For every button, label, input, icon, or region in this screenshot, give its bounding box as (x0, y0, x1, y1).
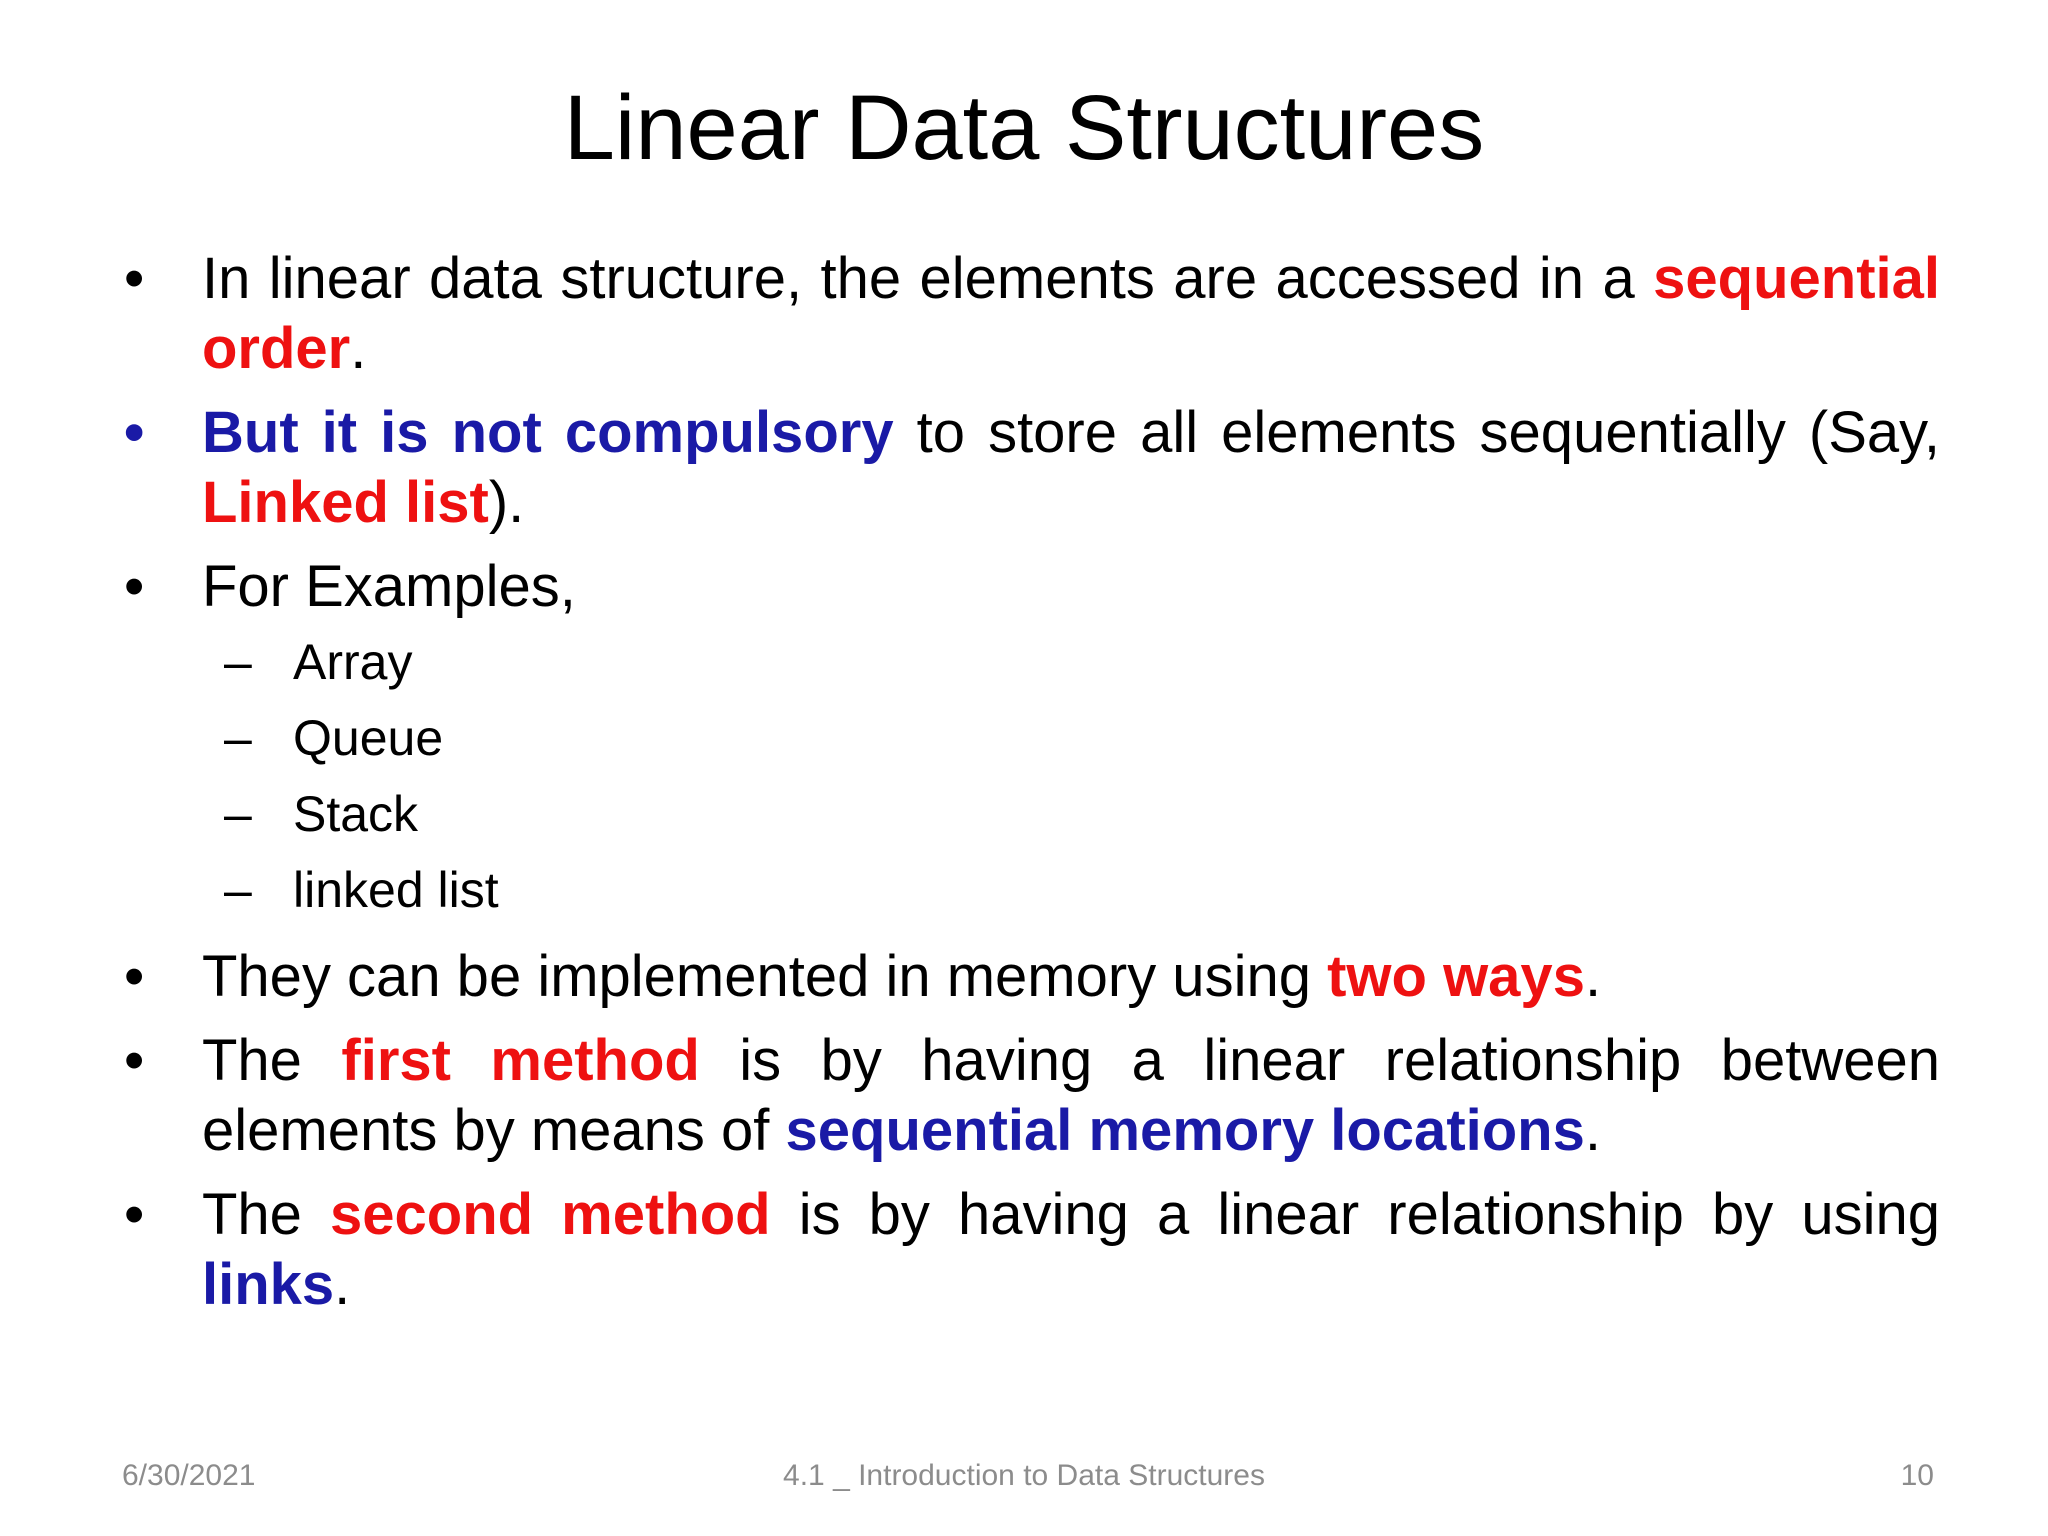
dash-icon: – (224, 710, 252, 766)
bullet-text: They can be implemented in memory using (202, 944, 1328, 1009)
list-item (120, 776, 1940, 852)
bullet-text: ). (488, 470, 525, 535)
example-linked-list: linked list (293, 862, 499, 918)
highlight-sequential-memory: sequential memory locations (785, 1098, 1585, 1163)
bullet-dot-icon: • (124, 554, 145, 619)
bullet-dot-icon: • (124, 246, 145, 311)
bullet-text: to store all elements sequentially (Say, (893, 400, 1940, 465)
highlight-linked-list: Linked list (202, 470, 489, 535)
highlight-links: links (202, 1252, 335, 1317)
bullet-sequential-access (120, 244, 1940, 384)
list-item (120, 852, 1940, 928)
example-stack: Stack (293, 786, 419, 842)
bullet-text: . (1584, 944, 1602, 1009)
list-item (120, 700, 1940, 776)
list-item (120, 624, 1940, 700)
bullet-text: . (350, 316, 367, 381)
bullet-dot-icon: • (124, 400, 145, 465)
bullet-text: is by having a linear relationship by using (770, 1182, 1940, 1247)
example-queue: Queue (293, 710, 444, 766)
bullet-two-ways (120, 942, 1940, 1012)
bullet-examples (120, 552, 1940, 622)
footer-date: 6/30/2021 (122, 1459, 256, 1492)
footer-page-number: 10 (1900, 1459, 1934, 1492)
bullet-dot-icon: • (124, 1028, 145, 1093)
highlight-second-method: second method (330, 1182, 771, 1247)
bullet-dot-icon: • (124, 1182, 145, 1247)
bullet-not-compulsory (120, 398, 1940, 538)
bullet-second-method (120, 1180, 1940, 1320)
bullet-text: The (202, 1028, 342, 1093)
highlight-sequential-order: sequential order (202, 246, 1940, 381)
slide-content (120, 244, 1940, 1334)
dash-icon: – (224, 786, 252, 842)
bullet-text: is by having a linear relationship between elements by means of (202, 1028, 1940, 1163)
dash-icon: – (224, 634, 252, 690)
bullet-text: . (1584, 1098, 1601, 1163)
bullet-dot-icon: • (124, 944, 145, 1009)
bullet-first-method (120, 1026, 1940, 1166)
highlight-first-method: first method (341, 1028, 700, 1093)
examples-list (120, 624, 1940, 928)
highlight-not-compulsory: But it is not compulsory (202, 400, 894, 465)
slide-title: Linear Data Structures (563, 77, 1485, 179)
bullet-text: . (334, 1252, 351, 1317)
example-array: Array (293, 634, 413, 690)
bullet-text: In linear data structure, the elements are accessed in a (202, 246, 1654, 311)
footer-title: 4.1 _ Introduction to Data Structures (783, 1459, 1265, 1492)
bullet-text: For Examples, (202, 554, 576, 619)
bullet-text: The (202, 1182, 331, 1247)
highlight-two-ways: two ways (1327, 944, 1585, 1009)
dash-icon: – (224, 862, 252, 918)
